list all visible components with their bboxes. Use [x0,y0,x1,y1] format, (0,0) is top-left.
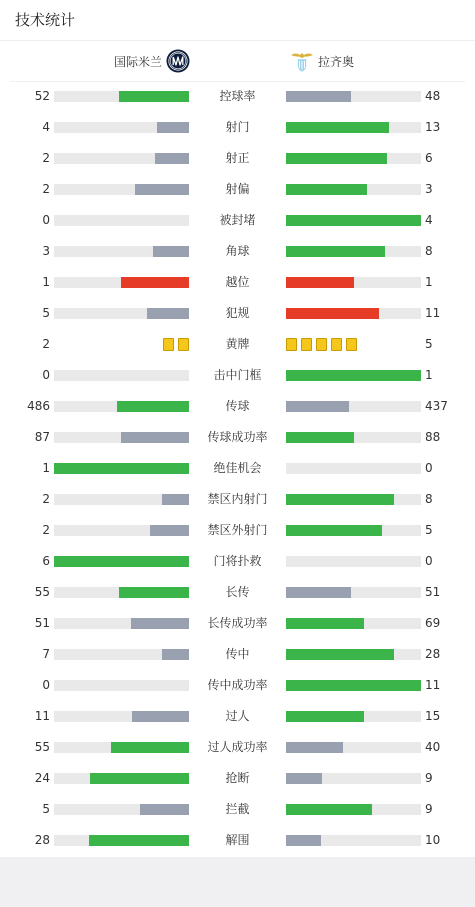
stat-label: 传中成功率 [207,678,268,692]
inter-milan-logo-icon [166,49,190,73]
stat-row [0,329,475,360]
home-value: 0 [42,213,50,227]
stat-label: 过人 [225,709,250,723]
home-bar-track [54,370,189,381]
stat-label: 门将扑救 [213,554,262,568]
away-bar-track [286,432,421,443]
away-bar-track [286,649,421,660]
stat-row [0,267,475,298]
away-value: 0 [425,461,433,475]
home-value: 0 [42,368,50,382]
home-bar-fill [155,153,189,164]
away-value: 69 [425,616,441,630]
home-bar-track [54,215,189,226]
home-bar-fill [111,742,189,753]
away-bar-fill [286,494,394,505]
stat-row [0,639,475,670]
stat-label: 过人成功率 [207,740,268,754]
home-bar-fill [121,277,189,288]
home-bar-track [54,122,189,133]
stat-row [0,608,475,639]
home-bar-track [54,773,189,784]
stat-row [0,143,475,174]
stat-label: 禁区外射门 [207,523,268,537]
away-value: 1 [425,368,433,382]
away-value: 6 [425,151,433,165]
home-bar-track [54,556,189,567]
stat-row [0,360,475,391]
home-bar-track [54,494,189,505]
stat-row [0,794,475,825]
stat-row [0,81,475,112]
away-value: 5 [425,523,433,537]
yellow-card-icon [346,338,357,351]
home-value: 51 [34,616,50,630]
away-value: 9 [425,802,433,816]
home-bar-fill [162,649,189,660]
away-bar-fill [286,308,379,319]
away-bar-fill [286,618,364,629]
home-bar-track [54,463,189,474]
home-bar-fill [153,246,189,257]
away-bar-track [286,680,421,691]
away-value: 1 [425,275,433,289]
home-bar-fill [132,711,189,722]
away-bar-track [286,91,421,102]
away-bar-track [286,804,421,815]
stat-label: 传中 [225,647,250,661]
away-bar-fill [286,649,394,660]
away-value: 5 [425,337,433,351]
stat-label: 长传成功率 [207,616,268,630]
away-bar-track [286,370,421,381]
stat-label: 射偏 [225,182,250,196]
away-yellow-cards [286,338,357,351]
stat-label: 传球成功率 [207,430,268,444]
stat-row [0,825,475,856]
away-bar-track [286,463,421,474]
stat-row [0,112,475,143]
yellow-card-icon [301,338,312,351]
away-bar-track [286,401,421,412]
stat-row [0,763,475,794]
lazio-logo-icon [290,49,314,73]
away-bar-fill [286,432,354,443]
home-bar-track [54,401,189,412]
away-bar-track [286,277,421,288]
away-value: 11 [425,678,441,692]
home-value: 5 [42,802,50,816]
yellow-card-icon [331,338,342,351]
away-value: 88 [425,430,441,444]
away-bar-fill [286,122,389,133]
away-bar-fill [286,804,372,815]
home-bar-track [54,587,189,598]
away-value: 10 [425,833,441,847]
home-bar-track [54,432,189,443]
stat-row [0,701,475,732]
home-value: 0 [42,678,50,692]
away-bar-track [286,308,421,319]
yellow-card-icon [316,338,327,351]
away-bar-fill [286,91,351,102]
stat-label: 传球 [225,399,250,413]
away-bar-track [286,494,421,505]
home-value: 2 [42,151,50,165]
stat-label: 绝佳机会 [213,461,262,475]
away-bar-fill [286,711,364,722]
home-value: 55 [34,740,50,754]
away-value: 28 [425,647,441,661]
home-bar-track [54,835,189,846]
stat-row [0,577,475,608]
home-bar-track [54,246,189,257]
away-value: 51 [425,585,441,599]
home-team-name: 国际米兰 [113,54,162,69]
away-value: 437 [425,399,448,413]
away-bar-track [286,742,421,753]
away-value: 11 [425,306,441,320]
away-team[interactable] [290,49,354,73]
home-value: 5 [42,306,50,320]
away-bar-track [286,556,421,567]
home-bar-fill [89,835,189,846]
away-bar-fill [286,370,421,381]
home-value: 55 [34,585,50,599]
stat-row [0,670,475,701]
stat-row [0,174,475,205]
home-bar-fill [147,308,189,319]
away-bar-fill [286,680,421,691]
home-value: 6 [42,554,50,568]
home-bar-track [54,308,189,319]
stat-row [0,484,475,515]
home-bar-fill [135,184,189,195]
home-value: 24 [34,771,50,785]
stat-label: 禁区内射门 [207,492,268,506]
home-value: 87 [34,430,50,444]
home-value: 1 [42,461,50,475]
stat-row [0,546,475,577]
stat-row [0,298,475,329]
away-bar-track [286,122,421,133]
away-bar-track [286,835,421,846]
home-bar-track [54,649,189,660]
home-bar-track [54,742,189,753]
stat-label: 被封堵 [219,213,256,227]
home-bar-fill [131,618,189,629]
yellow-card-icon [286,338,297,351]
home-bar-track [54,680,189,691]
away-bar-track [286,153,421,164]
stat-label: 射正 [225,151,250,165]
away-value: 40 [425,740,441,754]
away-value: 0 [425,554,433,568]
stat-label: 角球 [225,244,250,258]
stat-label: 抢断 [225,771,250,785]
section-title: 技术统计 [15,11,76,29]
stat-label: 拦截 [225,802,250,816]
home-value: 28 [34,833,50,847]
away-value: 9 [425,771,433,785]
away-value: 13 [425,120,441,134]
away-value: 15 [425,709,441,723]
home-value: 1 [42,275,50,289]
home-bar-fill [90,773,189,784]
stat-row [0,515,475,546]
away-value: 48 [425,89,441,103]
home-value: 2 [42,523,50,537]
stat-label: 控球率 [219,89,256,103]
away-bar-track [286,618,421,629]
home-bar-track [54,153,189,164]
stat-label: 黄牌 [225,337,250,351]
stat-label: 射门 [225,120,250,134]
away-value: 3 [425,182,433,196]
home-bar-fill [119,91,189,102]
stat-label: 越位 [225,275,250,289]
stat-row [0,391,475,422]
home-bar-fill [150,525,189,536]
away-value: 8 [425,492,433,506]
home-yellow-cards [163,338,189,351]
home-bar-track [54,711,189,722]
home-bar-track [54,804,189,815]
home-value: 4 [42,120,50,134]
away-bar-fill [286,835,321,846]
away-value: 4 [425,213,433,227]
stat-label: 犯规 [225,306,250,320]
away-bar-fill [286,587,351,598]
home-team[interactable] [114,49,190,73]
away-bar-track [286,215,421,226]
home-bar-track [54,277,189,288]
stat-label: 解围 [225,833,250,847]
stat-row [0,422,475,453]
away-bar-fill [286,246,385,257]
stat-row [0,236,475,267]
home-value: 3 [42,244,50,258]
home-bar-fill [157,122,189,133]
stat-label: 击中门框 [213,368,262,382]
home-value: 7 [42,647,50,661]
away-bar-fill [286,184,367,195]
home-bar-fill [54,463,189,474]
away-bar-track [286,773,421,784]
home-bar-track [54,91,189,102]
away-bar-track [286,184,421,195]
away-bar-fill [286,525,382,536]
home-bar-fill [162,494,189,505]
away-bar-fill [286,153,387,164]
home-value: 11 [34,709,50,723]
away-bar-track [286,525,421,536]
home-bar-fill [140,804,189,815]
yellow-card-icon [163,338,174,351]
home-bar-fill [121,432,189,443]
home-bar-fill [117,401,189,412]
away-bar-fill [286,773,322,784]
away-bar-fill [286,277,354,288]
away-bar-fill [286,401,349,412]
away-bar-track [286,246,421,257]
home-value: 52 [34,89,50,103]
home-bar-fill [54,556,189,567]
stat-row [0,453,475,484]
home-value: 2 [42,182,50,196]
home-bar-track [54,184,189,195]
home-bar-fill [119,587,189,598]
home-bar-track [54,525,189,536]
home-value: 2 [42,337,50,351]
stat-row [0,732,475,763]
away-bar-track [286,711,421,722]
home-value: 2 [42,492,50,506]
away-value: 8 [425,244,433,258]
stat-label: 长传 [225,585,250,599]
away-team-name: 拉齐奥 [318,54,355,69]
away-bar-track [286,587,421,598]
teams-header [0,41,475,81]
yellow-card-icon [178,338,189,351]
stat-row [0,205,475,236]
away-bar-fill [286,215,421,226]
home-bar-track [54,618,189,629]
away-bar-fill [286,742,343,753]
home-value: 486 [27,399,50,413]
